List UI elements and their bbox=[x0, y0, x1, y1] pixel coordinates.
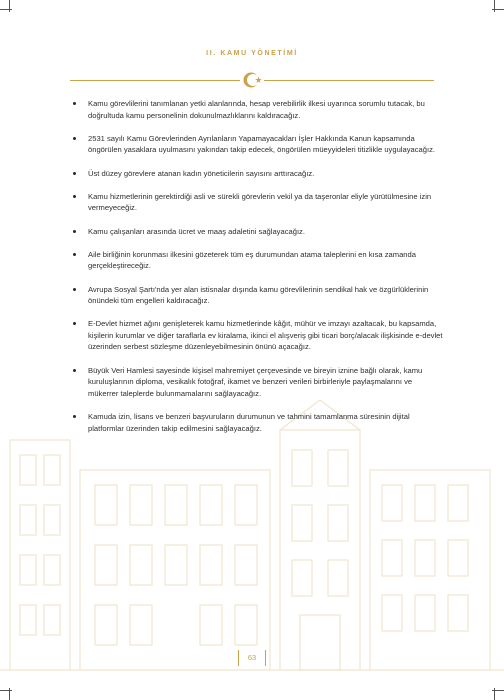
list-item: Üst düzey görevlere atanan kadın yöneticilerin sayısını arttıracağız. bbox=[72, 168, 444, 180]
page-number: 63 bbox=[238, 652, 266, 664]
list-item: 2531 sayılı Kamu Görevlerinden Ayrılanların Yapamayacakları İşler Hakkında Kanun kapsamında öngörülen yasaklara uyulmasını yakından takip edecek, öngörülen müeyyideleri titizlikle uygulayacağız. bbox=[72, 133, 444, 156]
crop-mark bbox=[492, 690, 504, 691]
list-item: Kamu görevlilerini tanımlanan yetki alanlarında, hesap verebilirlik ilkesi uyarınca sorumlu tutacak, bu doğrultuda kamu personelinin dokunulmazlıklarını kaldıracağız. bbox=[72, 98, 444, 121]
crop-mark bbox=[494, 0, 495, 12]
list-item: Kamu çalışanları arasında ücret ve maaş adaletini sağlayacağız. bbox=[72, 226, 444, 238]
section-title: II. KAMU YÖNETİMİ bbox=[206, 50, 298, 57]
list-item: Aile birliğinin korunması ilkesini gözeterek tüm eş durumundan atama taleplerini en kısa zamanda gerçekleştireceğiz. bbox=[72, 249, 444, 272]
list-item: Kamu hizmetlerinin gerektirdiği asli ve sürekli görevlerin vekil ya da taşeronlar eliyle yürütülmesine izin vermeyeceğiz. bbox=[72, 191, 444, 214]
list-item: Büyük Veri Hamlesi sayesinde kişisel mahremiyet çerçevesinde ve bireyin iznine bağlı olarak, kamu kuruluşlarının diploma, vesikalık fotoğraf, ikamet ve benzeri verileri birbirleriyle paylaşmalarını ve mükerrer taleplerde bulunmamalarını sağlayacağız. bbox=[72, 365, 444, 400]
crop-mark bbox=[0, 690, 12, 691]
crop-mark bbox=[9, 0, 10, 12]
header-divider bbox=[70, 74, 434, 88]
crescent-star-icon bbox=[242, 70, 264, 90]
list-item: Kamuda izin, lisans ve benzeri başvuruların durumunun ve tahmini tamamlanma süresinin dijital platformlar üzerinden takip edilmesini sağlayacağız. bbox=[72, 411, 444, 434]
bullet-list bbox=[72, 98, 444, 446]
crop-mark bbox=[0, 9, 12, 10]
crop-mark bbox=[492, 9, 504, 10]
list-item: E-Devlet hizmet ağını genişleterek kamu hizmetlerinde kâğıt, mühür ve imzayı azaltacak, bu kapsamda, kişilerin kurumlar ve diğer taraflarla ev kiralama, ikinci el alışveriş gibi ticari borç/alacak ilişkisinde e-devlet üzerinden serbest sözleşme düzenleyebilmesinin önünü açacağız. bbox=[72, 318, 444, 353]
list-item: Avrupa Sosyal Şartı'nda yer alan istisnalar dışında kamu görevlilerinin sendikal hak ve özgürlüklerinin önündeki tüm engelleri kaldıracağız. bbox=[72, 284, 444, 307]
